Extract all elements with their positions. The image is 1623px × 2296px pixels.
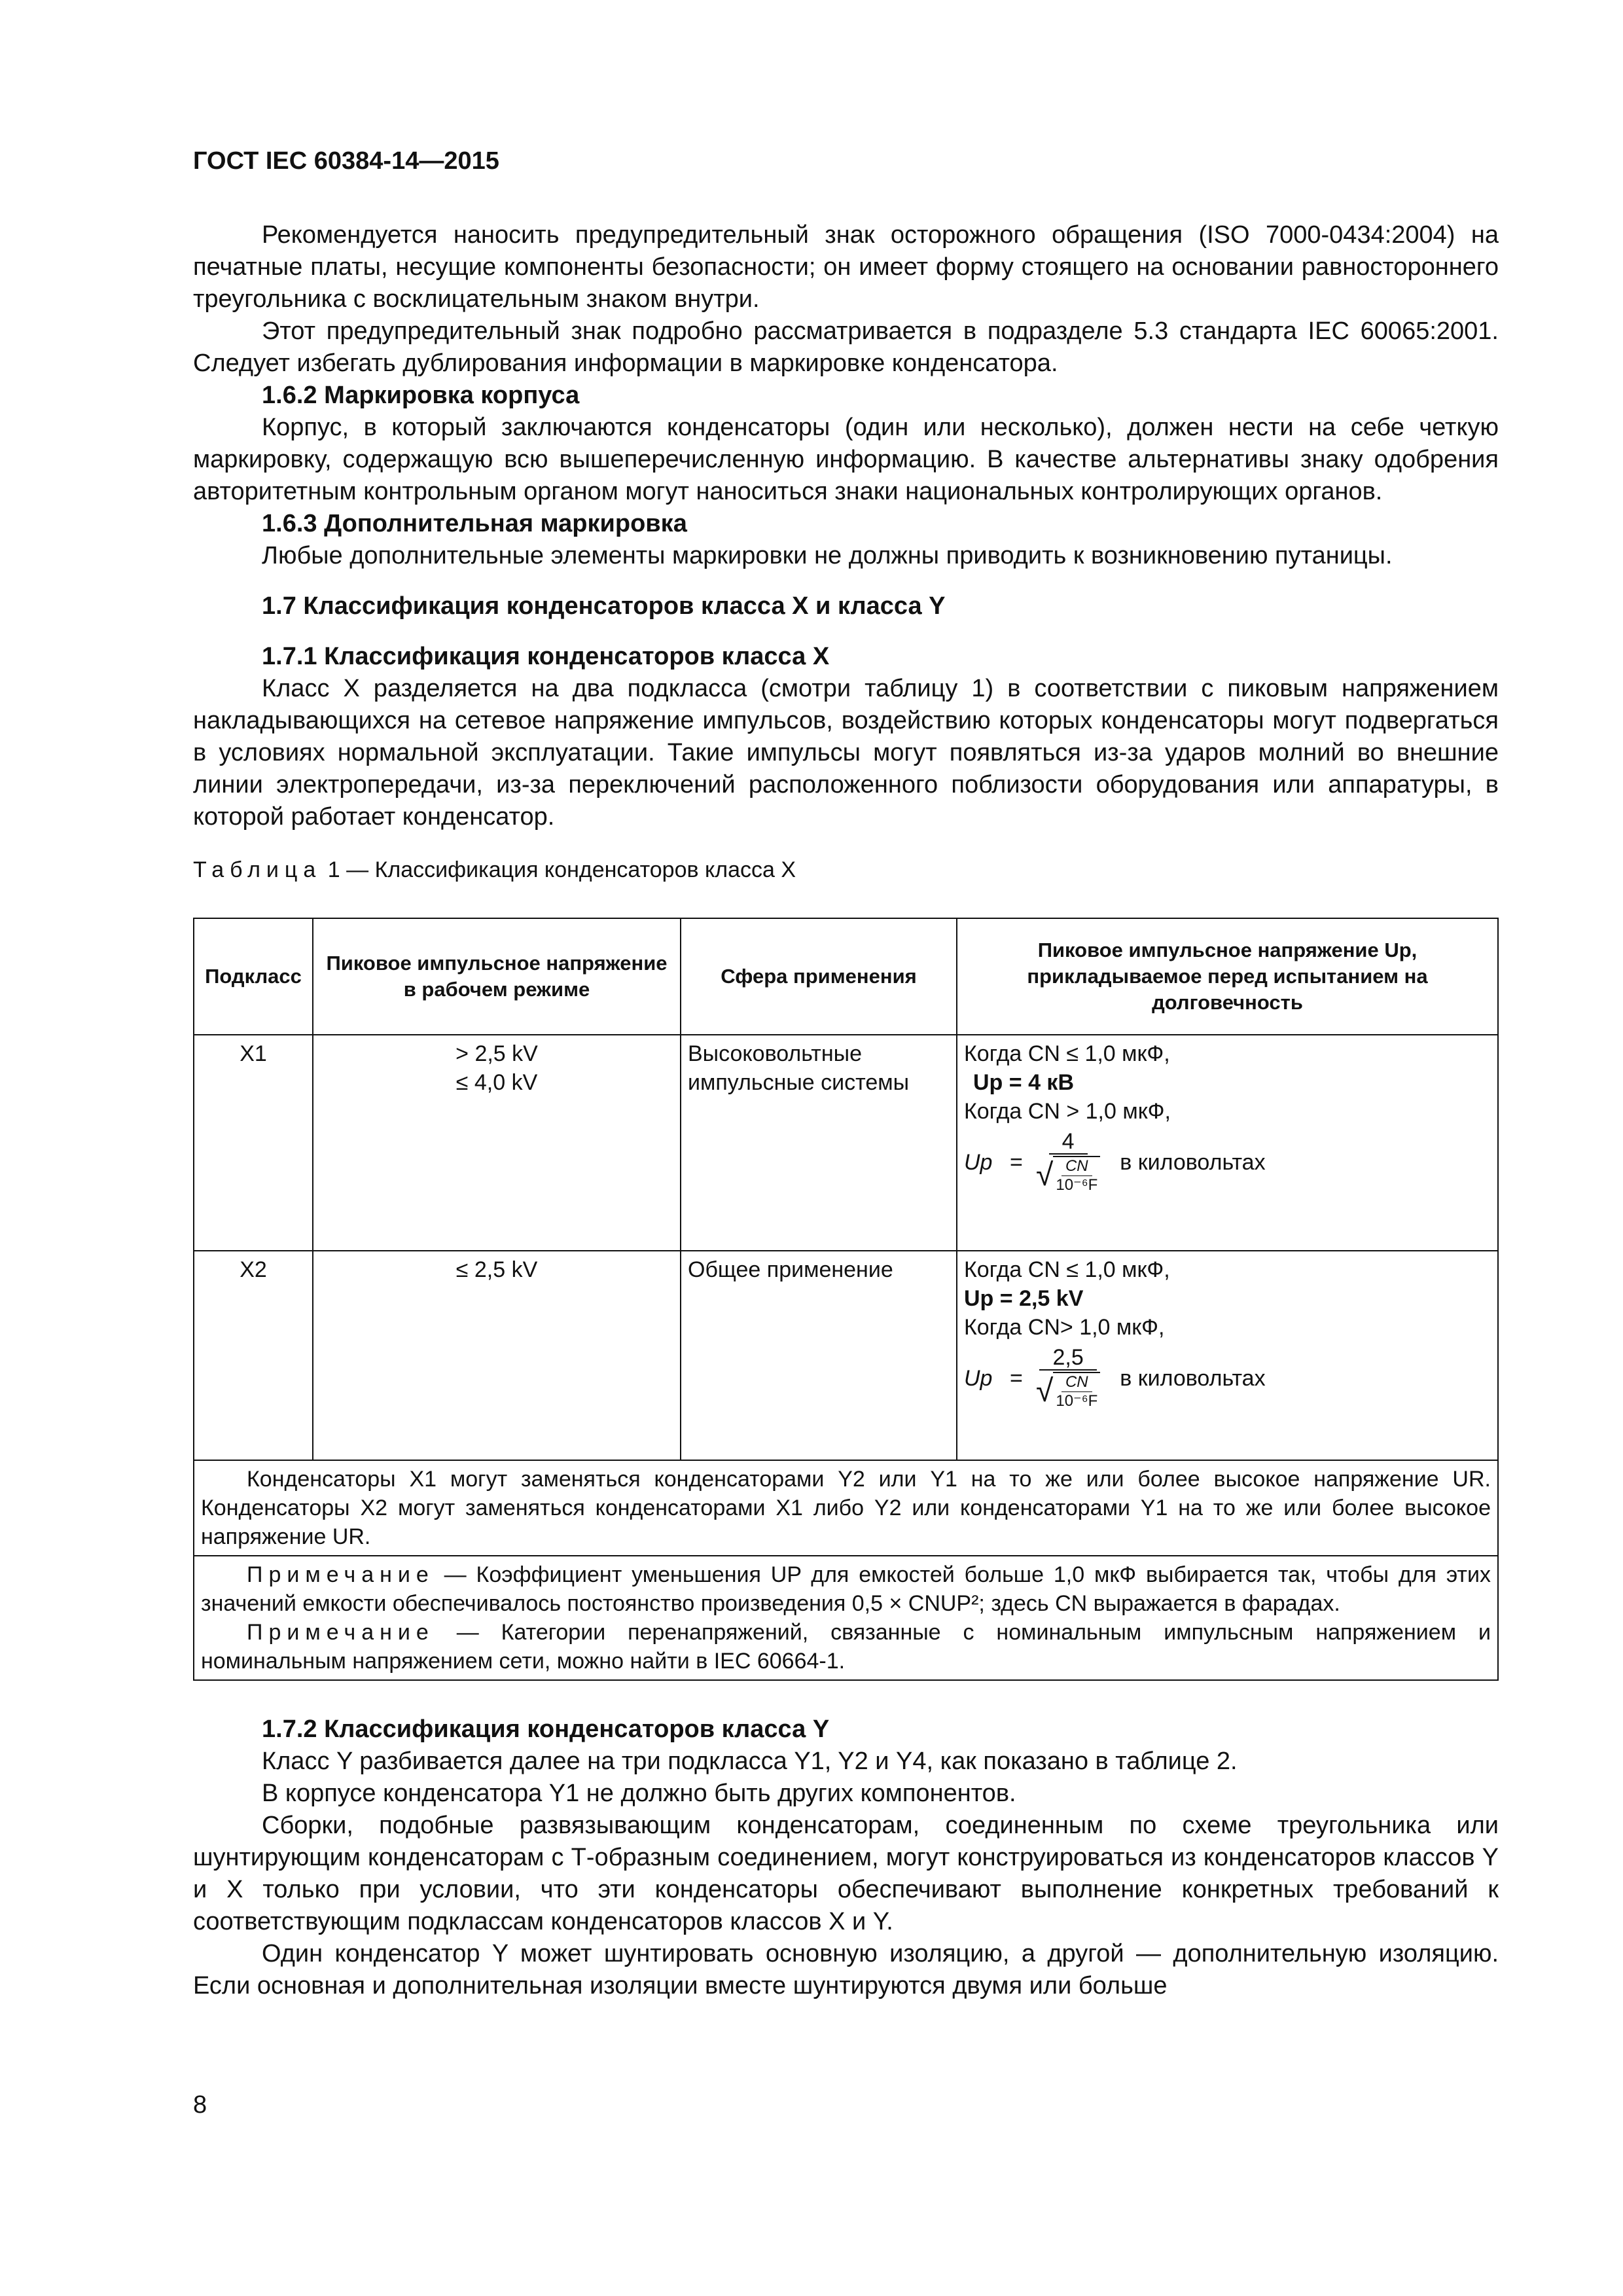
page-number: 8 [193,2091,207,2119]
cell-test-voltage: Когда CN ≤ 1,0 мкФ, Up = 2,5 kV Когда CN> 1,0 мкФ, Up = 2,5 √ CN 10⁻⁶F в киловольтах [957,1251,1498,1460]
col-header-application: Сфера применения [681,918,957,1035]
cell-subclass: X2 [194,1251,313,1460]
section-1-7-1-heading: 1.7.1 Классификация конденсаторов класса X [262,643,830,670]
section-1-6-2-text: Корпус, в который заключаются конденсаторы (один или несколько), должен нести на себе четкую маркировку, содержащую всю вышеперечисленную информацию. В качестве альтернативы знаку одобрения авторитетным контрольным органом могут наноситься знаки национальных контролирующих органов. [193,414,1499,505]
table-caption-title: 1 — Классификация конденсаторов класса X [327,857,796,882]
section-1-7-2-paragraph-1: Класс Y разбивается далее на три подкласса Y1, Y2 и Y4, как показано в таблице 2. [262,1748,1238,1775]
cell-application: Высоковольтные импульсные системы [681,1035,957,1251]
section-1-7-1-text: Класс X разделяется на два подкласса (смотри таблицу 1) в соответствии с пиковым напряжением накладывающихся на сетевое напряжение импульсов, воздействию которых конденсаторы могут подвергаться в условиях нормальной эксплуатации. Такие импульсы могут появляться из-за ударов молний во внешние линии электропередачи, из-за переключений расположенного поблизости оборудования или аппаратуры, в которой работает конденсатор. [193,675,1499,831]
intro-paragraph-1: Рекомендуется наносить предупредительный знак осторожного обращения (ISO 7000-0434:2004) на печатные платы, несущие компоненты безопасности; он имеет форму стоящего на основании равностороннего треугольника с восклицательным знаком внутри. [193,221,1499,313]
section-1-6-3-heading: 1.6.3 Дополнительная маркировка [262,510,687,537]
cell-test-voltage: Когда CN ≤ 1,0 мкФ, Up = 4 кВ Когда CN > 1,0 мкФ, Up = 4 √ CN 10⁻⁶F в киловольтах [957,1035,1498,1251]
formula: Up = 4 √ CN 10⁻⁶F в киловольтах [964,1129,1266,1194]
document-body [193,219,1499,2002]
substitution-note: Конденсаторы X1 могут заменяться конденсаторами Y2 или Y1 на то же или более высокое напряжение UR. Конденсаторы X2 могут заменяться конденсаторами X1 либо Y2 или конденсаторами Y1 на то же или более высокое напряжение UR. [194,1460,1498,1556]
sqrt-icon: √ [1036,1373,1054,1408]
cell-subclass: X1 [194,1035,313,1251]
table-notes: Примечание — Коэффициент уменьшения UP для емкостей больше 1,0 мкФ выбирается так, чтобы для этих значений емкости обеспечивалось постоянство произведения 0,5 × CNUP²; здесь CN выражается в фарадах. Примечание — Категории перенапряжений, связанные с номинальным импульсным напряжением и номинальным напряжением сети, можно найти в IEC 60664-1. [194,1556,1498,1680]
section-1-7-heading: 1.7 Классификация конденсаторов класса X и класса Y [262,592,946,620]
section-1-6-3-text: Любые дополнительные элементы маркировки не должны приводить к возникновению путаницы. [262,542,1393,569]
section-1-7-2-heading: 1.7.2 Классификация конденсаторов класса Y [262,1715,830,1743]
document-header: ГОСТ IEC 60384-14—2015 [193,147,499,175]
col-header-peak-voltage: Пиковое импульсное напряжение в рабочем режиме [313,918,681,1035]
section-1-6-2-heading: 1.6.2 Маркировка корпуса [262,382,580,409]
col-header-subclass: Подкласс [194,918,313,1035]
table-1 [193,918,1499,1681]
cell-peak-voltage: > 2,5 kV ≤ 4,0 kV [313,1035,681,1251]
table-1-caption [193,854,1499,886]
table-header-row [194,918,1498,1035]
formula: Up = 2,5 √ CN 10⁻⁶F в киловольтах [964,1345,1266,1410]
cell-peak-voltage: ≤ 2,5 kV [313,1251,681,1460]
section-1-7-2-paragraph-4: Один конденсатор Y может шунтировать основную изоляцию, а другой — дополнительную изоляцию. Если основная и дополнительная изоляции вместе шунтируются двумя или больше [193,1940,1499,2000]
table-row [194,1035,1498,1251]
table-row [194,1251,1498,1460]
section-1-7-2-paragraph-2: В корпусе конденсатора Y1 не должно быть других компонентов. [262,1780,1016,1807]
cell-application: Общее применение [681,1251,957,1460]
section-1-7-2-paragraph-3: Сборки, подобные развязывающим конденсаторам, соединенным по схеме треугольника или шунтирующим конденсаторам с Т-образным соединением, могут конструироваться из конденсаторов классов Y и X только при условии, что эти конденсаторы обеспечивают выполнение конкретных требований к соответствующим подклассам конденсаторов классов X и Y. [193,1812,1499,1935]
col-header-test-voltage: Пиковое импульсное напряжение Up, прикладываемое перед испытанием на долговечность [957,918,1498,1035]
table-row [194,1556,1498,1680]
table-caption-word: Таблица [193,857,322,882]
sqrt-icon: √ [1036,1157,1054,1193]
intro-paragraph-2: Этот предупредительный знак подробно рассматривается в подразделе 5.3 стандарта IEC 60065:2001. Следует избегать дублирования информации в маркировке конденсатора. [193,317,1499,377]
table-row [194,1460,1498,1556]
